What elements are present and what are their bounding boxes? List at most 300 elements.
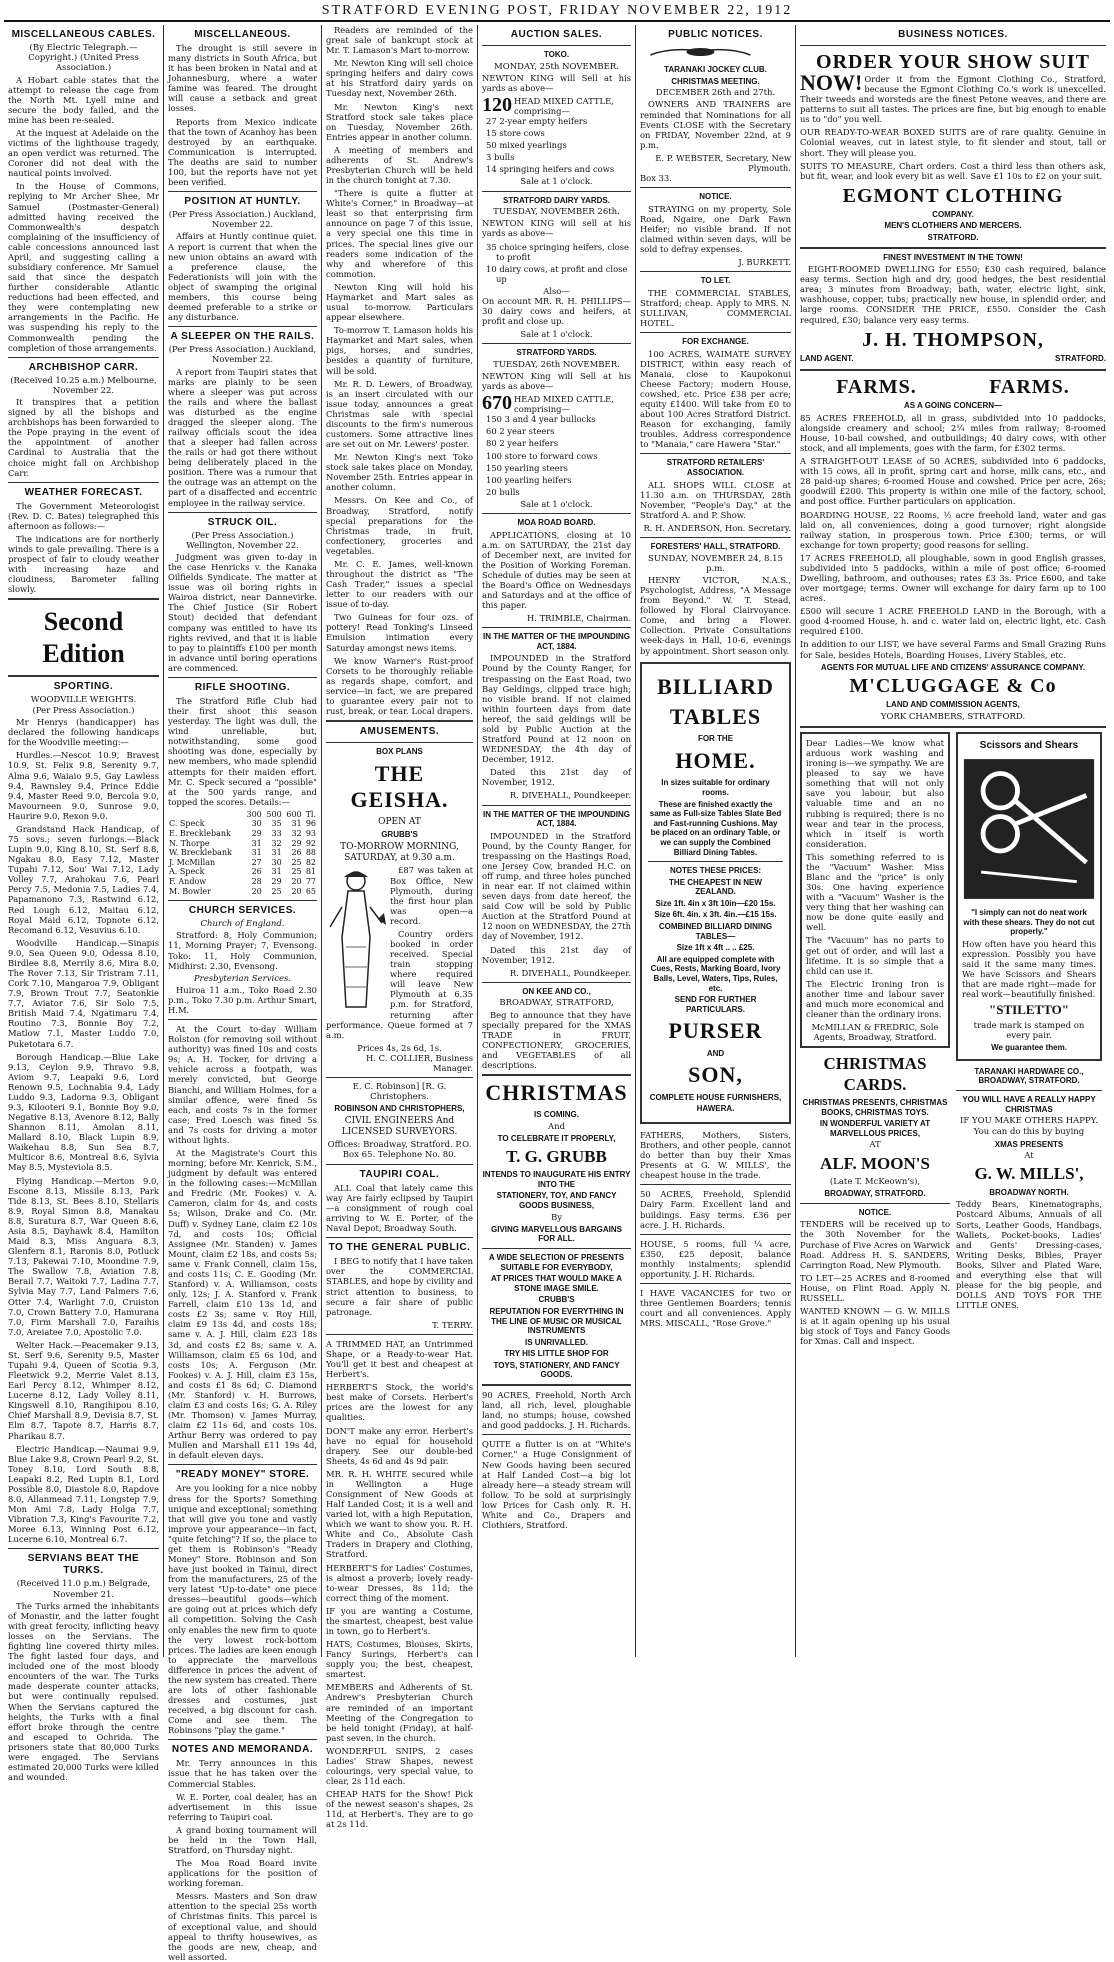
- huntly-title: POSITION AT HUNTLY.: [184, 196, 301, 208]
- cards-at: AT: [869, 1140, 881, 1151]
- column-5: [636, 25, 796, 1657]
- scissors-brand: "STILETTO": [989, 1002, 1069, 1018]
- list-item: 14 springing heifers and cows: [486, 164, 615, 175]
- yards-title: STRATFORD YARDS.: [516, 348, 597, 358]
- suit-p1: Order it from the Egmont Clothing Co., Stratford, because the Egmont Clothing Co.'s work is unexcelled. Their tweeds and worsteds are the finest Petone weaves, and there are patterns to suit all tastes. The prices are fine, but big enough to enable us to "do" you well.: [800, 74, 1106, 125]
- divider: [640, 187, 791, 188]
- billiard-tables: TABLES: [669, 703, 762, 729]
- racehorse-icon: [640, 45, 761, 59]
- happy-p4: XMAS PRESENTS: [994, 1139, 1064, 1149]
- ladies-p2: This something referred to is the "Vacuum" Washer. Miss Blanc and the "price" is only 30s. One having experience with a "Vacuum" Washer is the very thing that her washing can now be done quite easily and well.: [806, 851, 944, 933]
- happy-at: At: [1024, 1151, 1034, 1162]
- table-cell: [168, 810, 243, 820]
- sporting-p4: Woodville Handicap.—Sinapis 9.0, Sea Queen 9.0, Odessa 8.10, Birdlee 8.8, Merrily 8.6, Mira 8.0, The Rover 7.13, Sir Tristram 7.11, Cork 7.10, Mangaroa 7.9, Obligant 7.9, Brown Trout 7.7, Seatonkie 7.7, Aviator 7.6, Sir Solo 7.5, British Maid 7.4, Ngatimaru 7.4, Routino 7.3, Bonnie Boy 7.2, Matlow 7.1, Master Luddo 7.0, Puketotara 6.7.: [8, 937, 159, 1049]
- divider: [640, 271, 791, 272]
- weather-p1: The Government Meteorologist (Rev. D. C. Bates) telegraphed this afternoon as follows:—: [8, 500, 159, 531]
- public-sign: T. TERRY.: [432, 1319, 473, 1330]
- turks-sub: (Received 11.0 p.m.) Belgrade, November 21.: [16, 1579, 151, 1600]
- toko-heading: TOKO.: [543, 50, 570, 59]
- impound-sign-1: R. DIVEHALL, Poundkeeper.: [509, 790, 631, 801]
- divider: [800, 45, 1106, 46]
- mills-ad: FATHERS, Mothers, Sisters, Brothers, and other people, cannot do better than buy their Xmas Presents at G. W. MILLS', the cheapest house in the trade.: [640, 1129, 791, 1181]
- divider: [168, 1019, 317, 1020]
- moa-sign: H. TRIMBLE, Chairman.: [526, 613, 631, 624]
- exchange-title: FOR EXCHANGE.: [682, 337, 749, 347]
- grubb-intends: INTENDS TO INAUGURATE HIS ENTRY INTO THE: [482, 1170, 631, 1189]
- impound-date-2: Dated this 21st day of November, 1912.: [482, 944, 631, 965]
- sporting-title: SPORTING.: [53, 680, 114, 692]
- public-title: TO THE GENERAL PUBLIC.: [328, 1242, 471, 1254]
- scissors-p: How often have you heard this expression. Possibly you have said it the same many times. We have Scissors and Shears that are made right—made for real work—beautifully finished.: [962, 938, 1096, 1000]
- rob-title: ROBINSON AND CHRISTOPHERS,: [334, 1104, 465, 1114]
- farms-agents: AGENTS FOR MUTUAL LIFE AND CITIZENS' ASSURANCE COMPANY.: [820, 662, 1086, 672]
- tolet-p: TO LET—25 ACRES and 8-roomed House, on Flint Road. Apply N. RUSSELL.: [800, 1272, 950, 1303]
- table-cell: 92: [305, 838, 316, 848]
- table-cell: A. Speck: [169, 867, 205, 877]
- billiard-for: FOR THE: [697, 734, 734, 744]
- billiard-equip: All are equipped complete with Cues, Rests, Marking Board, Ivory Balls, Level, Waters, Tips, Rules, etc.: [650, 954, 781, 993]
- divider: [482, 982, 631, 983]
- church-sub2: Presbyterian Services.: [193, 973, 292, 984]
- mccluggage-name: M'CLUGGAGE & Co: [849, 675, 1057, 698]
- carr-title: ARCHBISHOP CARR.: [28, 361, 139, 373]
- table-cell: 27: [251, 857, 262, 867]
- oil-title: STRUCK OIL.: [207, 516, 278, 528]
- table-cell: 28: [251, 876, 262, 886]
- ready-p: Are you looking for a nice nobby dress for the Sports? Something unique and exceptional; something that will give you tone and vastly improve your appearance—in fact, "quite fetching"? If so, the place to get them is Robinson's "Ready Money" Store. Robinson and Son have just booked in Tainui, direct from the manufacturers, 25 of the very latest "Up-to-date" one piece dresses—beautiful goods—which are going out at prices which defy all competition. Solving the Cash only enables the new firm to quote the very lowest rock-bottom prices. The ladies are keen enough to appreciate the marvellous difference in prices the advent of the new system has created. There are lots of other fashionable dresses and costumes, just received, a big discount for cash. Come and see them. The Robinsons "play the game.": [168, 1483, 318, 1736]
- divider: [326, 1334, 473, 1335]
- geisha-figure-icon: [326, 867, 386, 1017]
- taranaki-hardware: TARANAKI HARDWARE CO., BROADWAY, STRATFORD.: [974, 1066, 1084, 1086]
- onkee-addr: BROADWAY, STRATFORD,: [499, 998, 614, 1009]
- billiard-ad: [640, 662, 791, 1124]
- list-item: 80 2 year heifers: [486, 438, 559, 449]
- masthead: STRATFORD EVENING POST, FRIDAY NOVEMBER 22, 1912: [4, 0, 1110, 22]
- rifle-scores-table: [168, 810, 317, 896]
- table-cell: 65: [305, 886, 316, 896]
- oil-sub: (Per Press Association.) Wellington, November 22.: [186, 530, 299, 551]
- divider: [800, 247, 1106, 249]
- billiard-notes: NOTES THESE PRICES:: [669, 866, 762, 876]
- divider: [8, 675, 159, 677]
- divider: [640, 453, 791, 454]
- farms-p1: 85 ACRES FREEHOLD, all in grass, subdivided into 10 paddocks, alongside creamery and school; 2¼ miles from railway; 8-roomed House, 10-bail cowshed, and outbuildings; 40 dairy cows, with other stock, and all implements, goes with the farm, for £302 terms.: [800, 412, 1106, 454]
- divider: [8, 1548, 159, 1549]
- egmont-name: EGMONT CLOTHING: [842, 184, 1064, 207]
- scissors-ad: [956, 732, 1102, 1061]
- grubb-name: T. G. GRUBB: [506, 1146, 607, 1166]
- table-cell: W. Brecklebank: [169, 848, 232, 858]
- table-row: [168, 867, 317, 877]
- divider: [168, 1739, 317, 1740]
- retailers-sign: R. H. ANDERSON, Hon. Secretary.: [643, 522, 791, 533]
- column-4: [478, 25, 636, 1657]
- misc-p2: Reports from Mexico indicate that the town of Acanhoy has been destroyed by an earthquake. Communication is interrupted. The deaths are said to number 100, but the reports have not yet been verified.: [168, 116, 317, 188]
- table-row: [168, 877, 317, 887]
- foresters-date: SUNDAY, NOVEMBER 24, 8.15 p.m.: [648, 553, 783, 574]
- vacancies-ad: I HAVE VACANCIES for two or three Gentlemen Boarders; tennis court and all conveniences. Apply MRS. MISCALL, "Rose Grove.": [640, 1288, 791, 1329]
- herbert-ad-3: HERBERT'S for Ladies' Costumes, is almost a proverb; lovely ready-to-wear Dresses, 8s 11d; the correct thing of the moment.: [326, 1562, 473, 1603]
- divider: [482, 513, 631, 514]
- church-p1: Stratford: 8, Holy Communion; 11, Morning Prayer; 7, Evensong. Toko: 11, Holy Communion, Midhirst: 2.30, Evensong.: [168, 930, 317, 971]
- table-cell: 25: [291, 867, 302, 877]
- divider: [800, 1203, 950, 1204]
- mills-addr: BROADWAY NORTH.: [989, 1187, 1069, 1197]
- scissors-head: Scissors and Shears: [979, 739, 1079, 751]
- suit-now: NOW!: [800, 70, 863, 95]
- divider: [326, 1077, 473, 1078]
- billiard-price-2: Size 6ft. 4in. x 3ft. 4in.—£15 15s.: [654, 910, 777, 920]
- impound-p-2: IMPOUNDED in the Stratford Pound, by the County Ranger, for trespassing on the Hastings Road, one Jersey Cow, branded H.C. on off rump, and three holes punched in near ear. If not claimed within seven days from date hereof, the said Cow will be sold by Public Auction at the Stratford Pound at 12 noon on WEDNESDAY, the 27th day of November, 1912.: [482, 830, 631, 942]
- ladies-p1: Dear Ladies—We know what arduous work washing and ironing is—we sympathy. We are pleased to say we have something that will not only save you labour, but also valuable time and an no rubbing is required; there is no wear and tear in the process, which in itself is worth consideration.: [806, 737, 944, 849]
- cables-title: MISCELLANEOUS CABLES.: [11, 29, 156, 40]
- church-title: CHURCH SERVICES.: [188, 905, 297, 917]
- court-p1: At the Court to-day William Rolston (for removing soil without authority) was fined 10s and costs 9s; A. H. Tocker, for driving a vehicle across a footpath, was merely convicted, but George Bianchi, and William Holmes, for a similar offence, were fined 5s each, and costs 7s in the former case; Fred Loesch was fined 5s and 7s costs for driving a motor without lights.: [168, 1024, 317, 1145]
- impound-p-1: IMPOUNDED in the Stratford Pound by the County Ranger, for trespassing on the East Road, two Bay Geldings, clipped trace high; no visible brand. If not claimed within fourteen days from date hereof, the said geldings will be sold by Public Auction at the Stratford Pound at 12 noon on WEDNESDAY, the 4th day of December, 1912.: [482, 653, 631, 765]
- bottom-ads-left: [800, 732, 950, 1349]
- divider: [648, 861, 783, 862]
- table-row: [168, 819, 317, 829]
- sporting-assoc: (Per Press Association.): [32, 705, 135, 716]
- toko-lead: NEWTON KING will Sell at his yards as above—: [482, 72, 631, 93]
- table-cell: 25: [291, 857, 302, 867]
- divider: [482, 1434, 631, 1435]
- billiard-combined: COMBINED BILLIARD DINING TABLES—: [658, 922, 773, 941]
- columns: [4, 25, 1110, 1962]
- notices-title: PUBLIC NOTICES.: [668, 29, 763, 40]
- thompson-footer: [800, 352, 1106, 366]
- weather-title: WEATHER FORECAST.: [24, 486, 143, 498]
- cards-variety: IN WONDERFUL VARIETY AT MARVELLOUS PRICES,: [819, 1119, 931, 1138]
- notice-title: NOTICE.: [699, 192, 732, 202]
- farms-right: FARMS.: [989, 376, 1070, 399]
- geisha-open: OPEN AT: [378, 817, 421, 828]
- table-cell: 93: [305, 829, 316, 838]
- notes-p13: We know Warner's Rust-proof Corsets to be thoroughly reliable as regards shape, comfort, and service—in fact, we are prepared to guarantee every pair not to rust, break, or tear. Local drapers.: [326, 655, 473, 716]
- list-item: 27 2-year empty heifers: [486, 116, 588, 127]
- geisha-prices: Prices 4s, 2s 6d, 1s.: [357, 1042, 442, 1053]
- court-p2: At the Magistrate's Court this morning, before Mr. Kenrick, S.M., judgment by default was entered in the following cases:—McMillan and Fredric (Mr. Fookes) v. A. Cameron, claim for 4s, and costs 5s; Wilson, Drake and Co. (Mr. Duff) v. Sydney Lane, claim £2 10s 7d, and costs 10s; Official Assignee (Mr. Standen) v. James Mount, claim £2 18s, and costs 5s; same v. Frank Connell, claim 15s, and costs 11s; C. E. Gooding (Mr. Stanford) v. A. Williamson, costs only, 12s; J. A. Stanford v. Frank Farrell, claim £10 13s 1d, and costs £2 3s; same v. Roy Hill, claim £9 13s 4d, and costs 18s; same v. A. J. Hill, claim £23 18s 3d, and costs £2 8s; same v. A. Williamson, claim £5 6s 10d, and costs 10s; A. Ferguson (Mr. Fookes) v. A. J. Hill, claim £3 15s, and costs £1 8s 6d; C. Diamond (Mr. Stanford) v. H. Burrows, claim £3 and costs 16s; G. A. Riley (Mr. Thomson) v. James Murray, claim £2 11s 6d, and costs 10s. Arthur Berry was ordered to pay Mullen and Marshall £11 19s 4d, in default eleven days.: [168, 1148, 317, 1461]
- divider: [482, 343, 631, 344]
- dairy-p: On account MR. R. H. PHILLIPS—30 dairy cows and heifers, at profit and close up.: [482, 295, 631, 327]
- table-cell: 26: [291, 848, 302, 858]
- table-row: [168, 829, 317, 839]
- impound-sign-2: R. DIVEHALL, Poundkeeper.: [509, 967, 631, 978]
- divider: [168, 191, 317, 192]
- farms-sub: AS A GOING CONCERN—: [903, 401, 1003, 411]
- notes-p1: Mr. Terry announces in this issue that he has taken over the Commercial Stables.: [168, 1758, 317, 1789]
- wanted-p: WANTED KNOWN — G. W. MILLS is at it again opening up his usual big stock of Toys and Fancy Goods for Xmas. Call and inspect.: [800, 1305, 950, 1347]
- public-p: I BEG to notify that I have taken over the COMMERCIAL STABLES, and hope by civility and strict attention to business, to secure a fair share of public patronage.: [326, 1256, 473, 1317]
- table-cell: E. Brecklebank: [169, 829, 231, 838]
- divider: [956, 1090, 1102, 1091]
- purser-son: SON,: [688, 1062, 743, 1088]
- misc-p1: The drought is still severe in many districts in South Africa, but it has been broken in Natal and at Johannesburg, where a water famine was feared. The drought will cause a setback and great losses.: [168, 43, 317, 114]
- notes-p7: To-morrow T. Lamason holds his Haymarket and Mart sales, when pigs, horses, and sundries, besides a quantity of furniture, will be sold.: [326, 325, 473, 376]
- ready-title: "READY MONEY" STORE.: [175, 1469, 310, 1481]
- herbert-ad-2: DON'T make any error. Herbert's have no equal for household drapery. See our double-bed Sheets, 4s 6d and 4s 9d pair.: [326, 1425, 473, 1466]
- turks-p: The Turks armed the inhabitants of Monastir, and the latter fought with great ferocity, inflicting heavy losses on the Servians. The fighting line covered thirty miles. The fight lasted four days, and included one of the most bloody encounters of the war. The Turks made desperate counter attacks, but were continually repulsed. When the Servians captured the heights, the Turks with a final effort broke through the centre and escaped to Ochrida. The prisoners state that 80,000 Turks were engaged. The Servians estimated 20,000 Turks were killed and wounded.: [8, 1600, 159, 1783]
- acres-ad: 90 ACRES, Freehold, North Arch land, all rich, level, ploughable land, no stumps; house, cowshed and good paddocks. J. H. Richards.: [482, 1390, 631, 1431]
- divider: [482, 1248, 631, 1249]
- list-item: 3 bulls: [486, 152, 515, 163]
- moon-name: ALF. MOON'S: [820, 1153, 930, 1173]
- oil-p: Judgment was given to-day in the case Henricks v. the Kanaka Oilfields Syndicate. The matter at issue was oil boring rights in Wairoa district, near Dannevirke. The Chief Justice (Sir Robert Stout) decided that defendant company was entitled to have its rights revived, and that it is liable to pay to plaintiffs £100 per month in advance until boring operations are commenced.: [168, 552, 317, 673]
- toko-time: Sale at 1 o'clock.: [520, 176, 593, 187]
- sporting-sub: WOODVILLE WEIGHTS.: [30, 694, 137, 705]
- notice-p: STRAYING on my property, Sole Road, Ngaire, one Dark Fawn Heifer; no visible brand. If not claimed within seven days, will be sold to defray expenses.: [640, 203, 791, 254]
- grubb-unrivalled: IS UNRIVALLED.: [525, 1337, 588, 1347]
- purser-name: PURSER: [668, 1018, 763, 1044]
- table-cell: 31: [251, 848, 262, 858]
- farms-p3: BOARDING HOUSE, 22 Rooms, ½ acre freehold land, water and gas laid on, all conveniences, doing a good turnover; right alongside railway station, in prosperous town. Price £300; terms, or will exchange for town property; good reasons for selling.: [800, 509, 1106, 550]
- misc-title: MISCELLANEOUS.: [194, 29, 291, 40]
- table-cell: 20: [291, 876, 302, 886]
- table-cell: 500: [266, 809, 282, 819]
- huntly-p: Affairs at Huntly continue quiet. A report is current that when the new union obtains an award with a preference clause, the Federationists will join with the object of swamping the original members, this course being deemed preferable to a strike or any disturbance.: [168, 231, 317, 323]
- table-cell: C. Speck: [169, 819, 205, 829]
- cheap-hats-ad: CHEAP HATS for the Show! Pick of the newest season's shapes, 2s 11d, at Herbert's. They are to go at 2s 11d.: [326, 1789, 473, 1830]
- notice-sign: J. BURKETT.: [738, 257, 791, 268]
- divider: [482, 191, 631, 192]
- table-cell: F. Andow: [169, 876, 207, 886]
- rails-p: A report from Taupiri states that marks are plainly to be seen where a sleeper was put across the rails and where the ballast was disturbed as the engine dragged the sleeper along. The railway officials scout the idea that a sleeper had fallen across the rails or had got there without being deliberately placed in the position. There was a rumour that the outrage was an attempt on the part of a disaffected and eccentric employee in the railway service.: [168, 366, 317, 508]
- grubb-selection: A WIDE SELECTION OF PRESENTS SUITABLE FOR EVERYBODY,: [488, 1252, 625, 1272]
- egmont-co: COMPANY.: [932, 209, 974, 219]
- impound-title-1: IN THE MATTER OF THE IMPOUNDING ACT, 1884.: [483, 632, 630, 651]
- notes-p6: Newton King will hold his Haymarket and Mart sales as usual to-morrow. Particulars appear elsewhere.: [326, 281, 473, 323]
- ladies-p4: The Electric Ironing Iron is another time and labour saver and much more economical and cleaner than the ordinary irons.: [806, 978, 944, 1020]
- jockey-box: Box 33.: [640, 173, 672, 183]
- acres-ad: 50 ACRES, Freehold, Splendid Dairy Farm. Excellent land and buildings. Easy terms. £36 per acre. J. H. Richards.: [640, 1189, 791, 1230]
- purser-and: AND: [706, 1048, 725, 1058]
- tolet-title: TO LET.: [700, 276, 731, 286]
- exchange-p: 100 ACRES, WAIMATE SURVEY DISTRICT, within easy reach of Manaia, close to Kaupokonui Cheese Factory; modern House, cowshed, etc. Price £38 per acre; equity £1400. Will take from £0 to about 100 Acres Stratford District. Reason for exchanging, family troubles. Address correspondence to "Manaia," care Hawera "Star.": [640, 348, 791, 450]
- geisha-sign: H. C. COLLIER, Business Manager.: [366, 1052, 473, 1073]
- list-item: 150 3 and 4 year bullocks: [486, 414, 596, 425]
- list-item: 10 dairy cows, at profit and close up: [486, 263, 628, 284]
- white-ad: MR. R. H. WHITE secured while in Wellington a Huge Consignment of New Goods at Half Landed Cost; it is a well and varied lot, with a high Reputation, which we want to show you. R. H. White and Co., Absolute Cash Traders in Drapery and Clothing, Stratford.: [326, 1468, 473, 1560]
- notes-p2: Mr. Newton King will sell choice springing heifers and dairy cows at his Stratford dairy yards on Tuesday next, November 26th.: [326, 58, 473, 99]
- rails-sub: (Per Press Association.) Auckland, November 22.: [168, 345, 317, 366]
- geisha-title: THE GEISHA.: [350, 760, 449, 813]
- carr-sub: (Received 10.25 a.m.) Melbourne, November 22.: [10, 375, 157, 396]
- list-item: 150 yearling steers: [486, 462, 568, 473]
- farms-p4: 17 ACRES FREEHOLD, all ploughable, sown in good English grasses, subdivided into 5 paddocks, within a mile of post office; 6-roomed Dwelling, bathroom, and outhouses; rates £3 3s. Price £600, and take over mortgage; terms. Owner will exchange for dairy farm up to 100 acres.: [800, 552, 1106, 604]
- billiard-sizes: In sizes suitable for ordinary rooms.: [661, 778, 770, 797]
- divider: [8, 357, 159, 358]
- rifle-p: The Stratford Rifle Club had their first shoot this season yesterday. The light was dull, the wind unreliable, but, notwithstanding, some good shooting was done, especially by new members, who made splendid attempts for their maiden effort. Mr. C. Speck secured a "possible" at the 500 yards range, and topped the scores. Details:—: [168, 695, 317, 807]
- notes-p4: The Moa Road Board invite applications for the position of working foreman.: [168, 1858, 317, 1889]
- divider: [482, 45, 631, 46]
- notes-p9: Mr. Newton King's next Toko stock sale takes place on Monday, November 25th. Entries appear in another column.: [326, 452, 473, 493]
- table-cell: 31: [271, 848, 282, 858]
- notes-p2: W. E. Porter, coal dealer, has an advertisement in this issue referring to Taupiri coal.: [168, 1791, 317, 1822]
- list-item: 35 choice springing heifers, close to profit: [486, 241, 630, 262]
- coal-p: ALL Coal that lately came this way Are fairly eclipsed by Taupiri—a consignment of rough coal arriving to W. E. Porter, of the Naval Depot, Broadway South.: [326, 1182, 473, 1234]
- tolet-p: THE COMMERCIAL STABLES, Stratford; cheap. Apply to MRS. N. SULLIVAN, COMMERCIAL HOTEL.: [640, 287, 791, 328]
- coal-title: TAUPIRI COAL.: [359, 1168, 440, 1180]
- moa-p: APPLICATIONS, closing at 10 a.m. on SATURDAY, the 21st day of December next, are invited for the Position of Working Foreman. Schedule of duties may be seen at the Board's Office on Wednesdays and Saturdays and at the office of this paper.: [482, 529, 631, 611]
- happy-p3: You can do this by buying: [973, 1127, 1085, 1138]
- impound-title-2: IN THE MATTER OF THE IMPOUNDING ACT, 1884.: [483, 809, 630, 829]
- divider: [168, 900, 317, 901]
- thompson-left: LAND AGENT.: [800, 353, 854, 363]
- church-p2: Huiroa 11 a.m., Toko Road 2.30 p.m., Toko 7.30 p.m. Arthur Smart, H.M.: [168, 984, 317, 1015]
- box-plans: BOX PLANS: [376, 747, 423, 757]
- divider: [482, 1384, 631, 1386]
- divider: [482, 805, 631, 806]
- sporting-p1: Mr Henrys (handicapper) has declared the following handicaps for the Woodville meeting:—: [8, 717, 159, 748]
- notes-p10: Messrs. On Kee and Co., of Broadway, Stratford, notify special preparations for the Christmas trade, in fruit, confectionery, groceries and vegetables.: [326, 495, 473, 556]
- billiard-title: BILLIARD: [657, 673, 774, 699]
- suit-p2: OUR READY-TO-WEAR BOXED SUITS are of rare quality. Genuine in Colonial weaves, cut in latest style, to fit slender and stout, tall or short. They will please you.: [800, 127, 1106, 158]
- table-cell: 31: [251, 838, 262, 848]
- table-cell: 20: [291, 886, 302, 896]
- column-1: [4, 25, 164, 1783]
- yards-time: Sale at 1 o'clock.: [520, 498, 593, 509]
- rob-office: Offices: Broadway, Stratford. P.O. Box 65. Telephone No. 80.: [327, 1139, 472, 1160]
- scissors-quote: "I simply can not do neat work with these shears. They do not cut properly.": [963, 908, 1095, 937]
- suit-p3: SUITS TO MEASURE, Chart orders. Cost a third less than others ask, but fit, wear, and look every bit as well. Save £1 10s to £2 on your suit.: [800, 160, 1106, 181]
- notes-p8: Mr. R. D. Lewers, of Broadway, is an insert circulated with our issue today, announces a great Christmas sale with special discounts to the firm's numerous customers. Some attractive lines are set out on Mr. Lewers' poster.: [326, 378, 473, 450]
- notes-p3: Mr. Newton King's next Stratford stock sale takes place on Tuesday, November 26th. Entries appear in another column.: [326, 101, 473, 142]
- thompson-right: STRATFORD.: [1055, 353, 1106, 363]
- divider: [326, 1237, 473, 1238]
- happy-p1: YOU WILL HAVE A REALLY HAPPY CHRISTMAS: [962, 1095, 1096, 1114]
- table-cell: 33: [271, 829, 282, 838]
- scissors-icon: [962, 754, 1096, 904]
- house-ad: HOUSE, 5 rooms, full ¼ acre, £350, £25 deposit, balance monthly instalments; splendid opportunity. J. H. Richards.: [640, 1238, 791, 1279]
- vacuum-washer-ad: [800, 732, 950, 1048]
- table-cell: N. Thorpe: [169, 838, 210, 848]
- egmont-sub: MEN'S CLOTHIERS AND MERCERS.: [884, 221, 1022, 231]
- grubb-bargains: GIVING MARVELLOUS BARGAINS FOR ALL.: [491, 1224, 622, 1244]
- billiard-home: HOME.: [675, 747, 756, 773]
- church-meeting-ad: MEMBERS and Adherents of St. Andrew's Presbyterian Church are reminded of an important Meeting of the Congregation to be held tonight (Friday), at half-past seven, in the church.: [326, 1682, 473, 1743]
- table-cell: 32: [271, 838, 282, 848]
- finest-p: EIGHT-ROOMED DWELLING for £550; £30 cash required, balance easy terms. Section high and dry, good hedges, the best residential area; 3 minutes from Broadway; bath, water, electric light, sink, washhouse, copper, tubs; practically new house, in splendid order, and large rooms. CONSIDER THE PRICE, £550. Consider the Cash required, £30; balance very easy terms.: [800, 264, 1106, 325]
- table-cell: 29: [251, 829, 262, 838]
- divider: [168, 512, 317, 513]
- table-cell: Tl.: [305, 809, 316, 819]
- grubb-try: TRY HIS LITTLE SHOP FOR: [504, 1349, 609, 1359]
- geisha-grubb: GRUBB'S: [381, 830, 418, 840]
- notes-p12: Two Guineas for four ozs. of pottery! Read Tonking's Linseed Emulsion intimation every Saturday amongst news items.: [326, 612, 473, 653]
- divider: [640, 537, 791, 538]
- notes-p11: Mr. C. E. James, well-known throughout the district as "The Cash Trader," issues a special letter to our readers with our issue of to-day.: [326, 558, 473, 610]
- foresters-p: HENRY VICTOR, N.A.S., Psychologist, Address, "A Message from Beyond." W. T. Stead, followed by Floral Clairvoyance. Come, and bring a Flower. Collection. Private Consultations week-days in Hall, 10-6, evenings by appointment. Short season only.: [640, 574, 791, 656]
- onkee-p: Beg to announce that they have specially prepared for the XMAS TRADE in FRUIT, CONFECTIONERY, GROCERIES, and VEGETABLES of all descriptions.: [482, 1009, 631, 1070]
- christmas-coming: IS COMING.: [534, 1110, 579, 1120]
- divider: [8, 482, 159, 483]
- notes-p5: Messrs. Masters and Son draw attention to the special 25s worth of Christmas finits. This parcel is of exceptional value, and should appeal to thrifty housewives, as the goods are new, cheap, and well assorted.: [168, 1891, 317, 1962]
- grubb-toys: TOYS, STATIONERY, AND FANCY GOODS.: [493, 1360, 620, 1380]
- scissors-mark: trade mark is stamped on every pair.: [973, 1020, 1085, 1042]
- bottom-ads-right: [956, 732, 1102, 1349]
- egmont-town: STRATFORD.: [927, 232, 979, 242]
- geisha-p2: Country orders booked in order received. Special train stopping where required will leave New Plymouth at 6.35 p.m. for Stratford, returning after performance. Queue formed at 7 a.m.: [326, 928, 473, 1040]
- table-row: [168, 839, 317, 849]
- christmas-and: And: [547, 1122, 566, 1133]
- divider: [168, 677, 317, 678]
- cables-p1: A Hobart cable states that the attempt to release the cage from the North Mt. Lyell mine and secure the body failed, and the mine has been re-sealed.: [8, 74, 159, 125]
- grubb-business: STATIONERY, TOY, AND FANCY GOODS BUSINESS,: [496, 1191, 617, 1210]
- finest-title: FINEST INVESTMENT IN THE TOWN!: [883, 252, 1023, 262]
- divider: [168, 1464, 317, 1465]
- list-item: 100 yearling heifers: [486, 474, 572, 485]
- table-cell: 30: [251, 819, 262, 829]
- divider: [326, 1164, 473, 1165]
- herbert-ad-4: IF you are wanting a Costume, the smartest, cheapest, best value in town, go to Herbert's.: [326, 1605, 473, 1636]
- cables-p3: In the House of Commons, replying to Mr Archer Shee, Mr Samuel (Postmaster-General) admitted having received the Commonwealth's despatch complaining of the insufficiency of cable concessions announced last April, and suggesting calling a subsidiary conference. Mr Samuel said that since the despatch further considerable Atlantic reductions had been effected, and they were contemplating new arrangements in the Pacific. He was suspending his reply to the Commonwealth pending the completion of those arrangements.: [8, 181, 159, 353]
- happy-p2: IF YOU MAKE OTHERS HAPPY.: [960, 1116, 1098, 1127]
- mccluggage-addr: YORK CHAMBERS, STRATFORD.: [880, 711, 1026, 722]
- divider: [8, 598, 159, 600]
- auction-title: AUCTION SALES.: [510, 29, 603, 40]
- turks-title: SERVIANS BEAT THE TURKS.: [27, 1553, 140, 1577]
- divider: [168, 326, 317, 327]
- table-cell: 600: [286, 809, 302, 819]
- table-row: [168, 887, 317, 897]
- billiard-p: These are finished exactly the same as Full-size Tables Slate Bed and Fast-running Cushions. May be placed on an ordinary Table, or we can supply the Combined Billiard Dining Tables.: [649, 799, 782, 857]
- dairy-title: STRATFORD DAIRY YARDS.: [503, 195, 610, 205]
- yards-what: HEAD MIXED CATTLE, comprising—: [514, 394, 614, 415]
- toko-number: 120: [482, 93, 512, 116]
- church-sub: Church of England.: [200, 919, 285, 930]
- table-cell: 25: [271, 886, 282, 896]
- list-item: 20 bulls: [486, 486, 520, 497]
- sporting-p2: Hurdles.—Nescot 10.9, Bravest 10.9, St. Felix 9.8, Serenity 9.7, Alma 9.6, Waiaio 9.5, Gay Lawless 9.4, Rawnsley 9.4, Prince Eddie 9.4, Master Reed 9.0, Bercola 9.0, Mavourneen 9.0, Sunrose 9.0, Haurire 9.0, Rexon 9.0.: [8, 750, 159, 821]
- sporting-p6: Flying Handicap.—Merton 9.0, Escone 8.13, Missile 8.13, Park Tide 8.13, St. Bees 8.10, Stellaris 8.9, Royal Simon 8.8, Manakau 8.8, Suratura 8.7, War Queen 8.6, Asia 8.5, Dayhawk 8.4, Hamilton Maid 8.3, Miss Anguara 8.3, Glenfern 8.1, Raronis 8.0, Potluck 7.13, Pakewai 7.10, Moondine 7.9, The Swallow 7.8, Aviation 7.8, Berail 7.7, Waitoki 7.7, Ladina 7.7, Sylvia May 7.7, Land Palmers 7.6, Otter 7.4, Warlight 7.0, Cruiston 7.0, Crown Battery 7.0, Hamurana 7.0, Firm Marshall 7.0, Faraihis 7.0, Areiatee 7.0, Apostolic 7.0.: [8, 1175, 159, 1337]
- table-header-row: [168, 810, 317, 820]
- divider: [640, 1283, 791, 1284]
- divider: [640, 332, 791, 333]
- billiard-send: SEND FOR FURTHER PARTICULARS.: [674, 995, 757, 1014]
- christmas-cards-heading: CHRISTMAS CARDS.: [823, 1054, 927, 1094]
- mills-p: Teddy Bears, Kinematographs, Postcard Albums, Annuals of all Sorts, Leather Goods, Handbags, Wallets, Pocket-books, Ladies' and Gents' Dressing-cases, Writing Desks, Bibles, Prayer Books, Silver and Plated Ware, and everything else that will please for the big people, and DOLLS AND TOYS FOR THE LITTLE ONES.: [956, 1199, 1102, 1311]
- herbert-ad-1: HERBERT'S Stock, the world's best make of Corsets. Herbert's prices are the lowest for any qualities.: [326, 1382, 473, 1423]
- grubb-crubbs: CRUBB'S: [538, 1295, 575, 1305]
- geisha-when: TO-MORROW MORNING, SATURDAY, at 9.30 a.m.: [340, 841, 459, 863]
- weather-p2: The indications are for northerly winds to gale prevailing. There is a prospect of fair to cloudy weather with increasing haze and cloudiness, Barometer falling slowly.: [8, 533, 159, 595]
- column-2: [164, 25, 322, 1962]
- sporting-p8: Electric Handicap.—Naumai 9.9, Blue Lake 9.8, Crown Pearl 9.2, St. Toney 8.10, Lord South 8.8, Leapaki 8.2, Red Lupin 8.1, Lord Possible 8.0, Diastole 8.0, Rapdove 8.0, Allanmead 7.11, Longstep 7.9, Mon Ami 7.8, Lady Holga 7.7, Vibration 7.3, King's Favourite 7.2, Moree 6.13, Winning Post 6.12, Lucerne 6.10, Montreal 6.7.: [8, 1443, 159, 1545]
- retailers-p: ALL SHOPS WILL CLOSE at 11.30 a.m. on THURSDAY, 28th November, "People's Day," at the Stratford A. and P. Show.: [640, 479, 791, 520]
- mills-name: G. W. MILLS',: [974, 1164, 1084, 1184]
- second-edition-heading: Second Edition: [42, 607, 125, 668]
- toko-date: MONDAY, 25th NOVEMBER.: [494, 61, 619, 72]
- flutter-ad: QUITE a flutter is on at "White's Corner," a Huge Consignment of New Goods having been secured at Half Landed Cost—a big lot already here—a steady stream will follow. To be sold at surprisingly low Prices for Cash only. R. H. White and Co., Drapers and Clothiers, Stratford.: [482, 1439, 631, 1530]
- purser-furnishers: COMPLETE HOUSE FURNISHERS,: [649, 1092, 782, 1102]
- notes-p3: A grand boxing tournament will be held in the Town Hall, Stratford, on Thursday night.: [168, 1824, 317, 1856]
- dairy-also: Also—: [543, 285, 570, 296]
- mccluggage-sub: LAND AND COMMISSION AGENTS,: [886, 700, 1020, 710]
- moon-late: (Late T. McKeown's),: [829, 1176, 921, 1187]
- carr-p: It transpires that a petition signed by all the bishops and archbishops has been forwarded to the Pope praying in the event of the appointment of another Cardinal to Australia that the choice might fall on Archbishop Carr.: [8, 397, 159, 478]
- farms-p2: A STRAIGHT-OUT LEASE of 50 ACRES, subdivided into 6 paddocks, with 15 cows, all in profit, spring cart and horse, milk cans, etc., and 28 paid-up shares; 6-roomed House and cowshed. Price per acre, 26s; goodwill £200. This property is within one mile of the factory, school, and post office. Further particulars on application.: [800, 456, 1106, 507]
- farms-p5: £500 will secure 1 ACRE FREEHOLD LAND in the Borough, with a good 4-roomed House, h. and c. water laid on, electric light, etc. Cash required £100.: [800, 606, 1106, 637]
- billiard-price-1: Size 1ft. 4in x 3ft 10in—£20 15s.: [655, 898, 776, 908]
- table-cell: 96: [305, 819, 316, 829]
- divider: [482, 1074, 631, 1076]
- yards-number: 670: [482, 392, 512, 415]
- farms-heading: [800, 375, 1106, 399]
- bottom-ads: [800, 732, 1106, 1349]
- ladies-sign: McMILLAN & FREDRIC, Sole Agents, Broadway, Stratford.: [811, 1022, 939, 1043]
- table-cell: J. McMillan: [169, 857, 216, 867]
- thompson-name: J. H. THOMPSON,: [862, 328, 1044, 351]
